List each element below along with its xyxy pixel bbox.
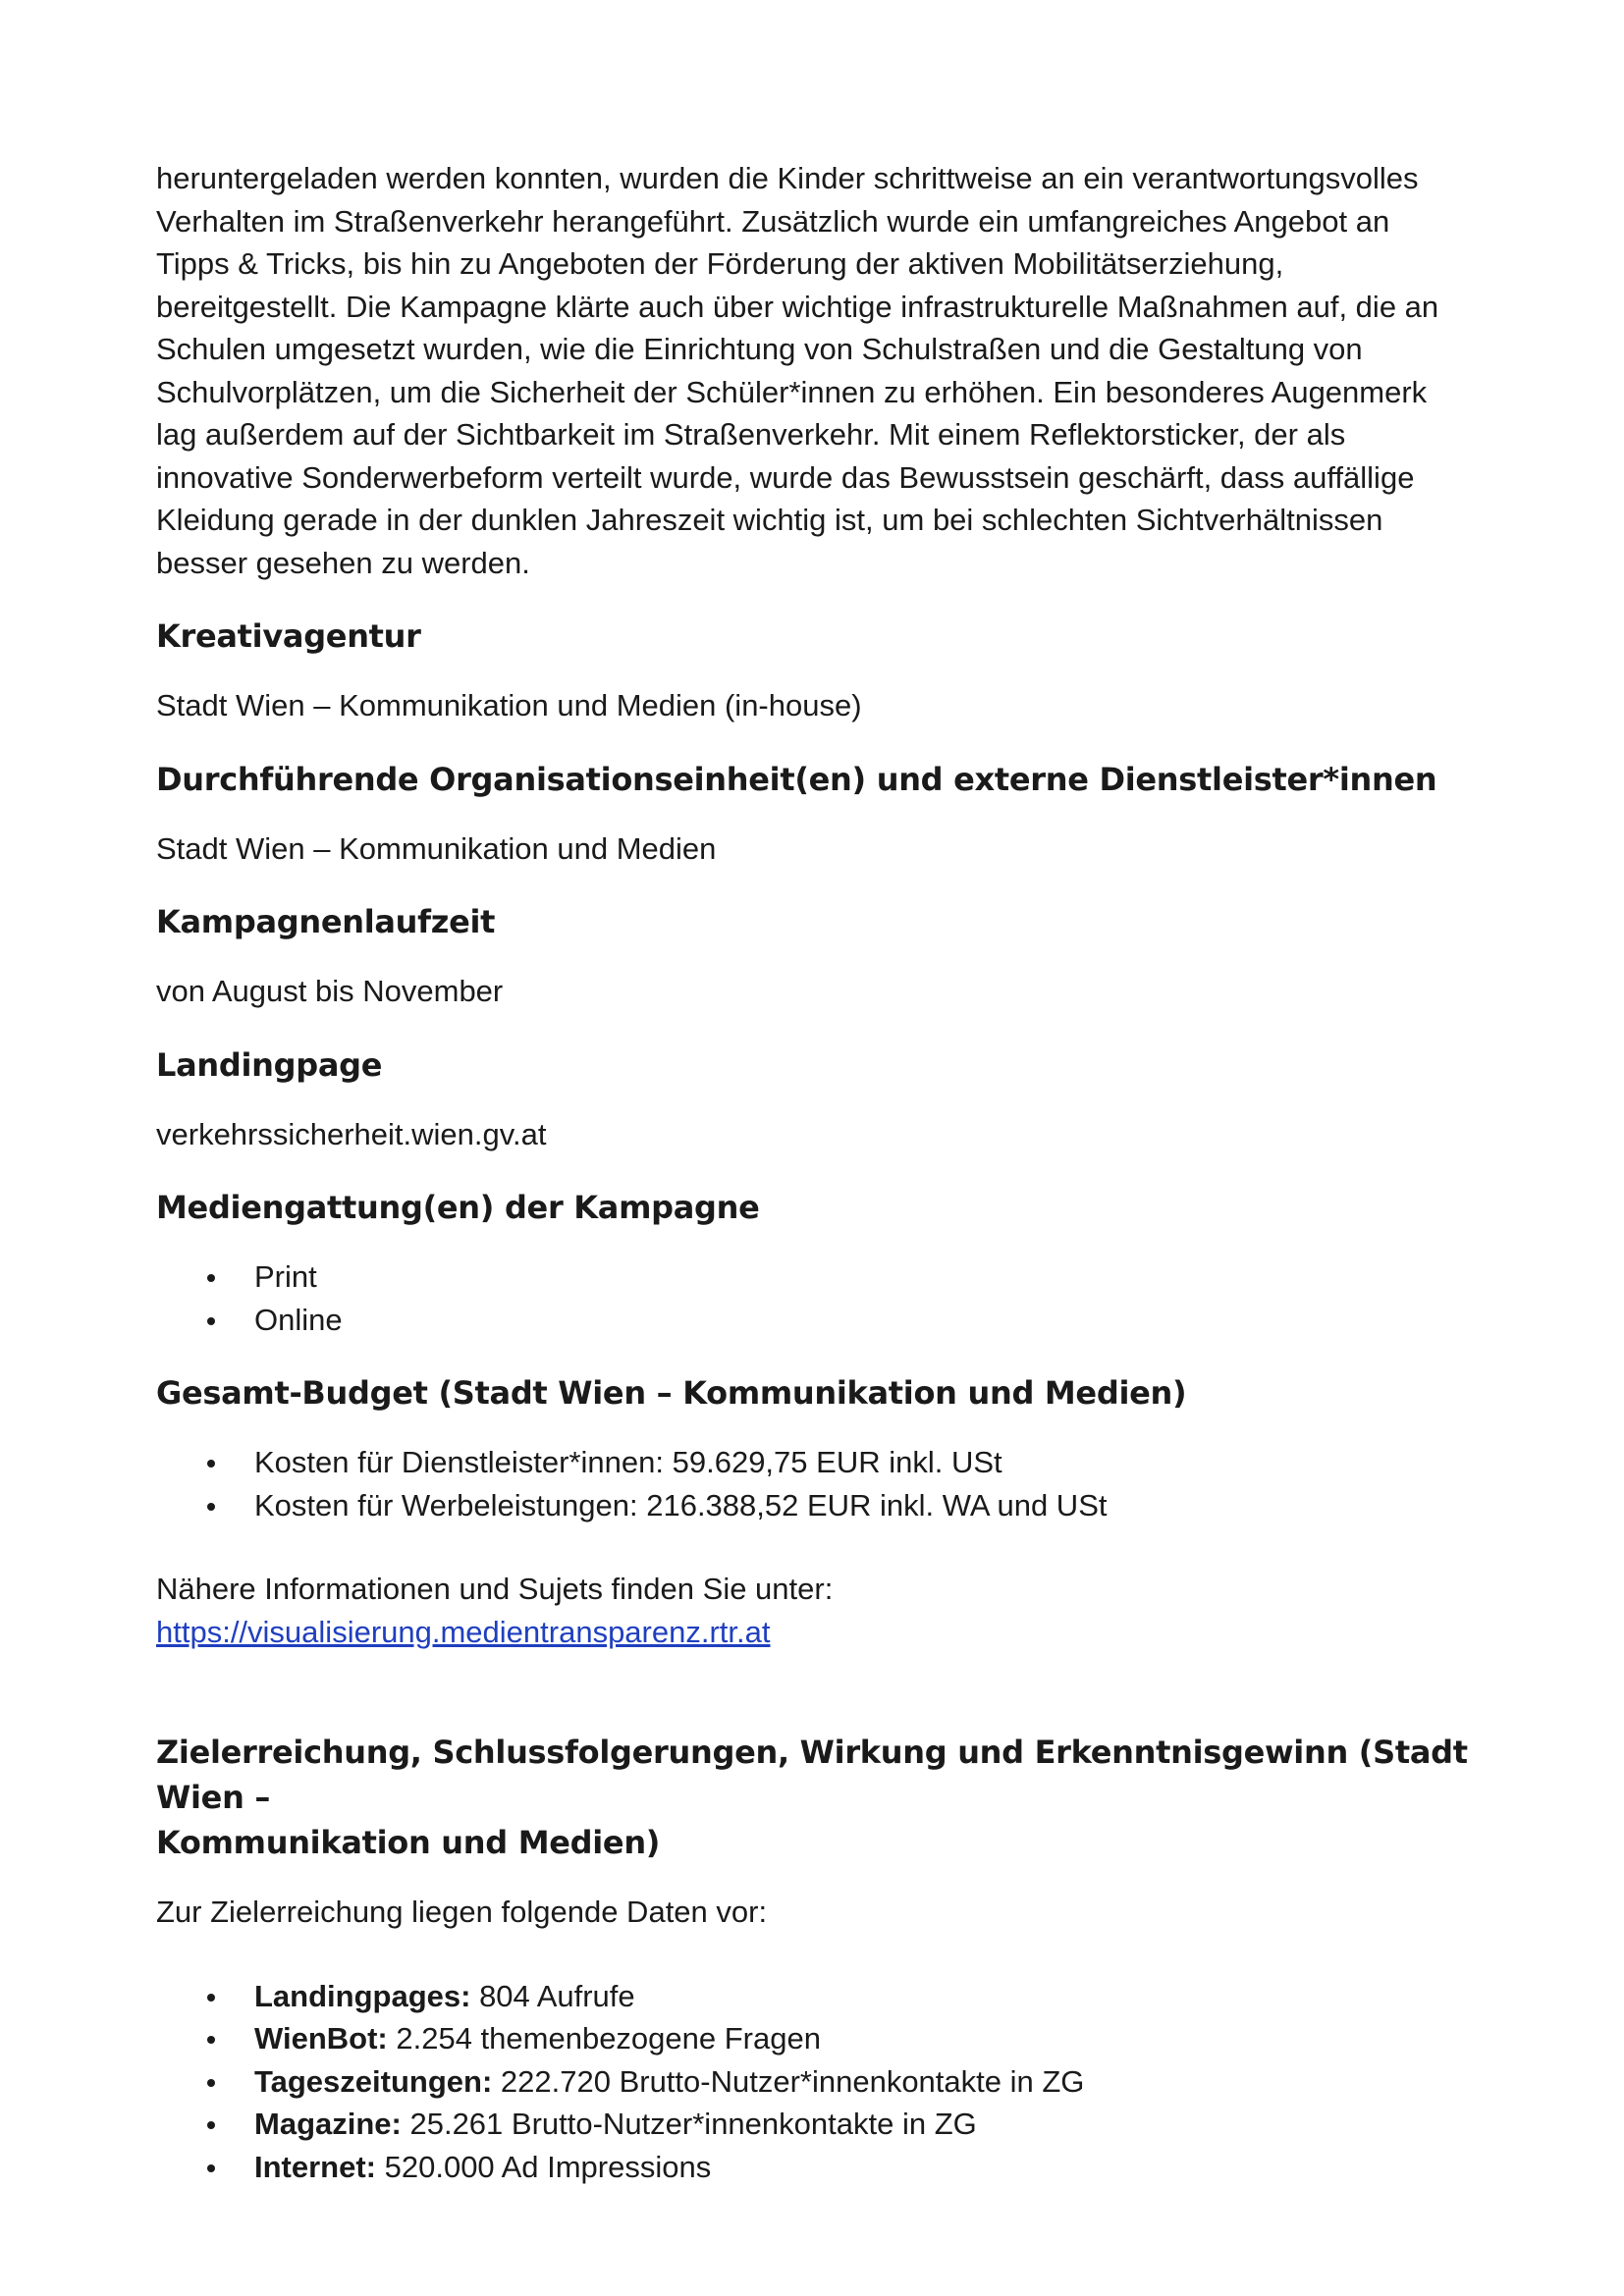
zielerreichung-intro: Zur Zielerreichung liegen folgende Daten vor: <box>156 1895 768 1929</box>
list-item <box>156 1299 1482 1342</box>
intro-line: Schulen umgesetzt wurden, wie die Einrichtung von Schulstraßen und die Gestaltung von <box>156 332 1363 366</box>
mediengattung-heading: Mediengattung(en) der Kampagne <box>156 1189 760 1226</box>
intro-line: lag außerdem auf der Sichtbarkeit im Straßenverkehr. Mit einem Reflektorsticker, der als <box>156 417 1346 452</box>
durchfuehrende-value: Stadt Wien – Kommunikation und Medien <box>156 830 717 866</box>
bullet-icon <box>207 1274 215 1282</box>
list-item-value: 804 Aufrufe <box>470 1978 635 2013</box>
list-item <box>156 2017 1482 2060</box>
list-item <box>156 2103 1482 2146</box>
list-item <box>156 1975 1482 2018</box>
bullet-icon <box>207 1460 215 1468</box>
info-text: Nähere Informationen und Sujets finden Sie unter: <box>156 1572 834 1606</box>
visualisierung-link[interactable]: https://visualisierung.medientransparenz.rtr.at <box>156 1614 771 1649</box>
bullet-icon <box>207 2036 215 2044</box>
list-item-text: Print <box>254 1259 317 1294</box>
intro-line: innovative Sonderwerbeform verteilt wurde, wurde das Bewusstsein geschärft, dass auffällige <box>156 459 1415 495</box>
list-item-label: Tageszeitungen: <box>254 2063 493 2099</box>
list-item-value: 520.000 Ad Impressions <box>376 2149 712 2184</box>
bullet-icon <box>207 1503 215 1511</box>
kreativagentur-value: Stadt Wien – Kommunikation und Medien (in-house) <box>156 688 862 722</box>
bullet-icon <box>207 1994 215 2002</box>
budget-list <box>156 1441 1482 1526</box>
list-item <box>156 1441 1482 1484</box>
list-item-value: 2.254 themenbezogene Fragen <box>387 2021 821 2056</box>
landingpage-heading: Landingpage <box>156 1045 383 1084</box>
list-item-label: Landingpages: <box>254 1978 471 2013</box>
mediengattung-list <box>156 1255 1482 1341</box>
intro-line: besser gesehen zu werden. <box>156 545 530 580</box>
zielerreichung-heading-line: Zielerreichung, Schlussfolgerungen, Wirkung und Erkenntnisgewinn (Stadt Wien – <box>156 1734 1468 1816</box>
intro-paragraph <box>156 157 1482 584</box>
intro-line: Schulvorplätzen, um die Sicherheit der Schüler*innen zu erhöhen. Ein besonderes Augenmerk <box>156 374 1428 409</box>
bullet-icon <box>207 2164 215 2172</box>
durchfuehrende-heading: Durchführende Organisationseinheit(en) und externe Dienstleister*innen <box>156 760 1437 798</box>
laufzeit-value: von August bis November <box>156 974 504 1008</box>
list-item-text: Online <box>254 1302 343 1337</box>
info-link-wrapper <box>156 1611 1482 1654</box>
list-item-text: Kosten für Werbeleistungen: 216.388,52 EUR inkl. WA und USt <box>254 1487 1108 1522</box>
list-item-value: 25.261 Brutto-Nutzer*innenkontakte in ZG <box>401 2107 977 2141</box>
intro-line: bereitgestellt. Die Kampagne klärte auch über wichtige infrastrukturelle Maßnahmen auf, die an <box>156 289 1439 324</box>
kreativagentur-heading: Kreativagentur <box>156 617 421 655</box>
list-item-value: 222.720 Brutto-Nutzer*innenkontakte in ZG <box>492 2063 1085 2099</box>
budget-heading: Gesamt-Budget (Stadt Wien – Kommunikation und Medien) <box>156 1374 1187 1412</box>
list-item <box>156 1255 1482 1299</box>
intro-line: Tipps & Tricks, bis hin zu Angeboten der Förderung der aktiven Mobilitätserziehung, <box>156 246 1284 281</box>
list-item-label: WienBot: <box>254 2021 388 2056</box>
intro-line: Kleidung gerade in der dunklen Jahreszeit wichtig ist, um bei schlechten Sichtverhältnissen <box>156 503 1383 537</box>
intro-line: Verhalten im Straßenverkehr herangeführt. Zusätzlich wurde ein umfangreiches Angebot an <box>156 203 1390 239</box>
laufzeit-heading: Kampagnenlaufzeit <box>156 903 496 940</box>
zielerreichung-list <box>156 1975 1482 2189</box>
bullet-icon <box>207 2079 215 2087</box>
intro-line: heruntergeladen werden konnten, wurden die Kinder schrittweise an ein verantwortungsvolles <box>156 161 1419 195</box>
bullet-icon <box>207 1317 215 1325</box>
document-page <box>156 157 1482 2188</box>
zielerreichung-heading-line: Kommunikation und Medien) <box>156 1824 661 1861</box>
bullet-icon <box>207 2121 215 2129</box>
list-item-text: Kosten für Dienstleister*innen: 59.629,75 EUR inkl. USt <box>254 1445 1002 1479</box>
zielerreichung-heading <box>156 1730 1482 1865</box>
list-item <box>156 2146 1482 2189</box>
list-item-label: Magazine: <box>254 2107 402 2141</box>
list-item-label: Internet: <box>254 2149 376 2184</box>
list-item <box>156 2060 1482 2104</box>
list-item <box>156 1484 1482 1527</box>
landingpage-value: verkehrssicherheit.wien.gv.at <box>156 1116 547 1151</box>
